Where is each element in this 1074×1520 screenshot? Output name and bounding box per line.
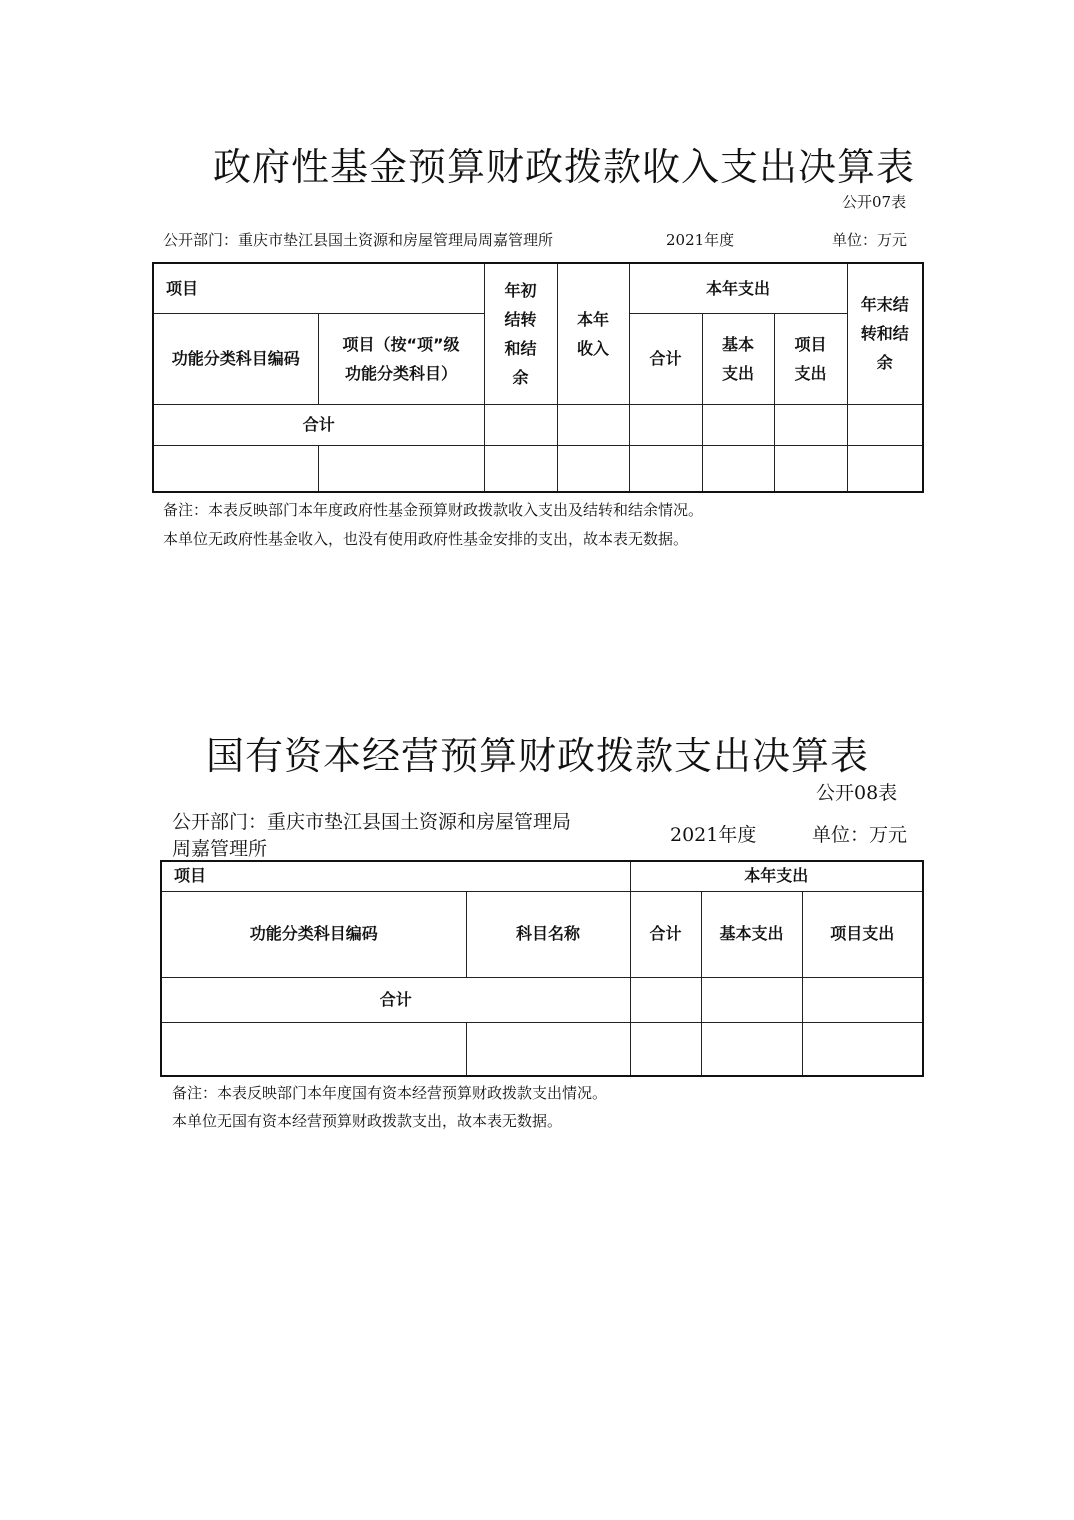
table-cell <box>466 1022 630 1076</box>
header-project-expense: 项目支出 <box>802 891 923 977</box>
table08-code: 公开08表 <box>816 782 898 804</box>
table-cell <box>702 404 774 445</box>
table-cell <box>484 404 557 445</box>
table08-note: 备注：本表反映部门本年度国有资本经营预算财政拨款支出情况。 <box>172 1084 608 1102</box>
header-item: 项目 <box>161 861 630 891</box>
table07-department: 公开部门：重庆市垫江县国土资源和房屋管理局周嘉管理所 <box>163 231 554 249</box>
table08-year: 2021年度 <box>670 824 757 846</box>
table07-no-data-note: 本单位无政府性基金收入，也没有使用政府性基金安排的支出，故本表无数据。 <box>163 530 689 548</box>
table07-note: 备注：本表反映部门本年度政府性基金预算财政拨款收入支出及结转和结余情况。 <box>163 501 704 519</box>
table-cell <box>161 1022 466 1076</box>
table07-title: 政府性基金预算财政拨款收入支出决算表 <box>213 145 916 189</box>
table-cell <box>557 404 629 445</box>
table-cell <box>802 1022 923 1076</box>
header-beginning-balance: 年初 结转 和结 余 <box>484 263 557 404</box>
table-cell <box>701 977 802 1022</box>
header-func-code: 功能分类科目编码 <box>161 891 466 977</box>
table-cell <box>774 445 847 492</box>
table08-unit: 单位：万元 <box>812 824 908 846</box>
header-ending-balance: 年末结 转和结 余 <box>847 263 923 404</box>
header-item: 项目 <box>153 263 484 313</box>
header-basic-expense: 基本 支出 <box>702 313 774 404</box>
table-cell <box>847 445 923 492</box>
header-current-expense: 本年支出 <box>629 263 847 313</box>
header-total: 合计 <box>630 891 701 977</box>
header-current-income: 本年 收入 <box>557 263 629 404</box>
table07 <box>152 262 924 493</box>
table-cell <box>557 445 629 492</box>
table08 <box>160 860 924 1077</box>
header-item-by-level: 项目（按“项”级 功能分类科目） <box>318 313 484 404</box>
table08-no-data-note: 本单位无国有资本经营预算财政拨款支出，故本表无数据。 <box>172 1112 563 1130</box>
table-cell <box>629 445 702 492</box>
total-row-label: 合计 <box>161 977 630 1022</box>
table-cell <box>630 1022 701 1076</box>
header-current-expense: 本年支出 <box>630 861 923 891</box>
table-cell <box>153 445 318 492</box>
table-cell <box>702 445 774 492</box>
header-func-code: 功能分类科目编码 <box>153 313 318 404</box>
header-project-expense: 项目 支出 <box>774 313 847 404</box>
table-cell <box>629 404 702 445</box>
table07-year: 2021年度 <box>666 231 735 249</box>
table-cell <box>701 1022 802 1076</box>
header-subject-name: 科目名称 <box>466 891 630 977</box>
table07-code: 公开07表 <box>842 193 907 211</box>
table-cell <box>630 977 701 1022</box>
table-cell <box>847 404 923 445</box>
header-total: 合计 <box>629 313 702 404</box>
table08-department-line2: 周嘉管理所 <box>172 838 268 860</box>
table08-title: 国有资本经营预算财政拨款支出决算表 <box>206 734 870 778</box>
table-cell <box>484 445 557 492</box>
total-row-label: 合计 <box>153 404 484 445</box>
table-cell <box>774 404 847 445</box>
table07-unit: 单位：万元 <box>832 231 908 249</box>
header-basic-expense: 基本支出 <box>701 891 802 977</box>
table08-department-line1: 公开部门：重庆市垫江县国土资源和房屋管理局 <box>172 811 572 833</box>
table-cell <box>802 977 923 1022</box>
table-cell <box>318 445 484 492</box>
